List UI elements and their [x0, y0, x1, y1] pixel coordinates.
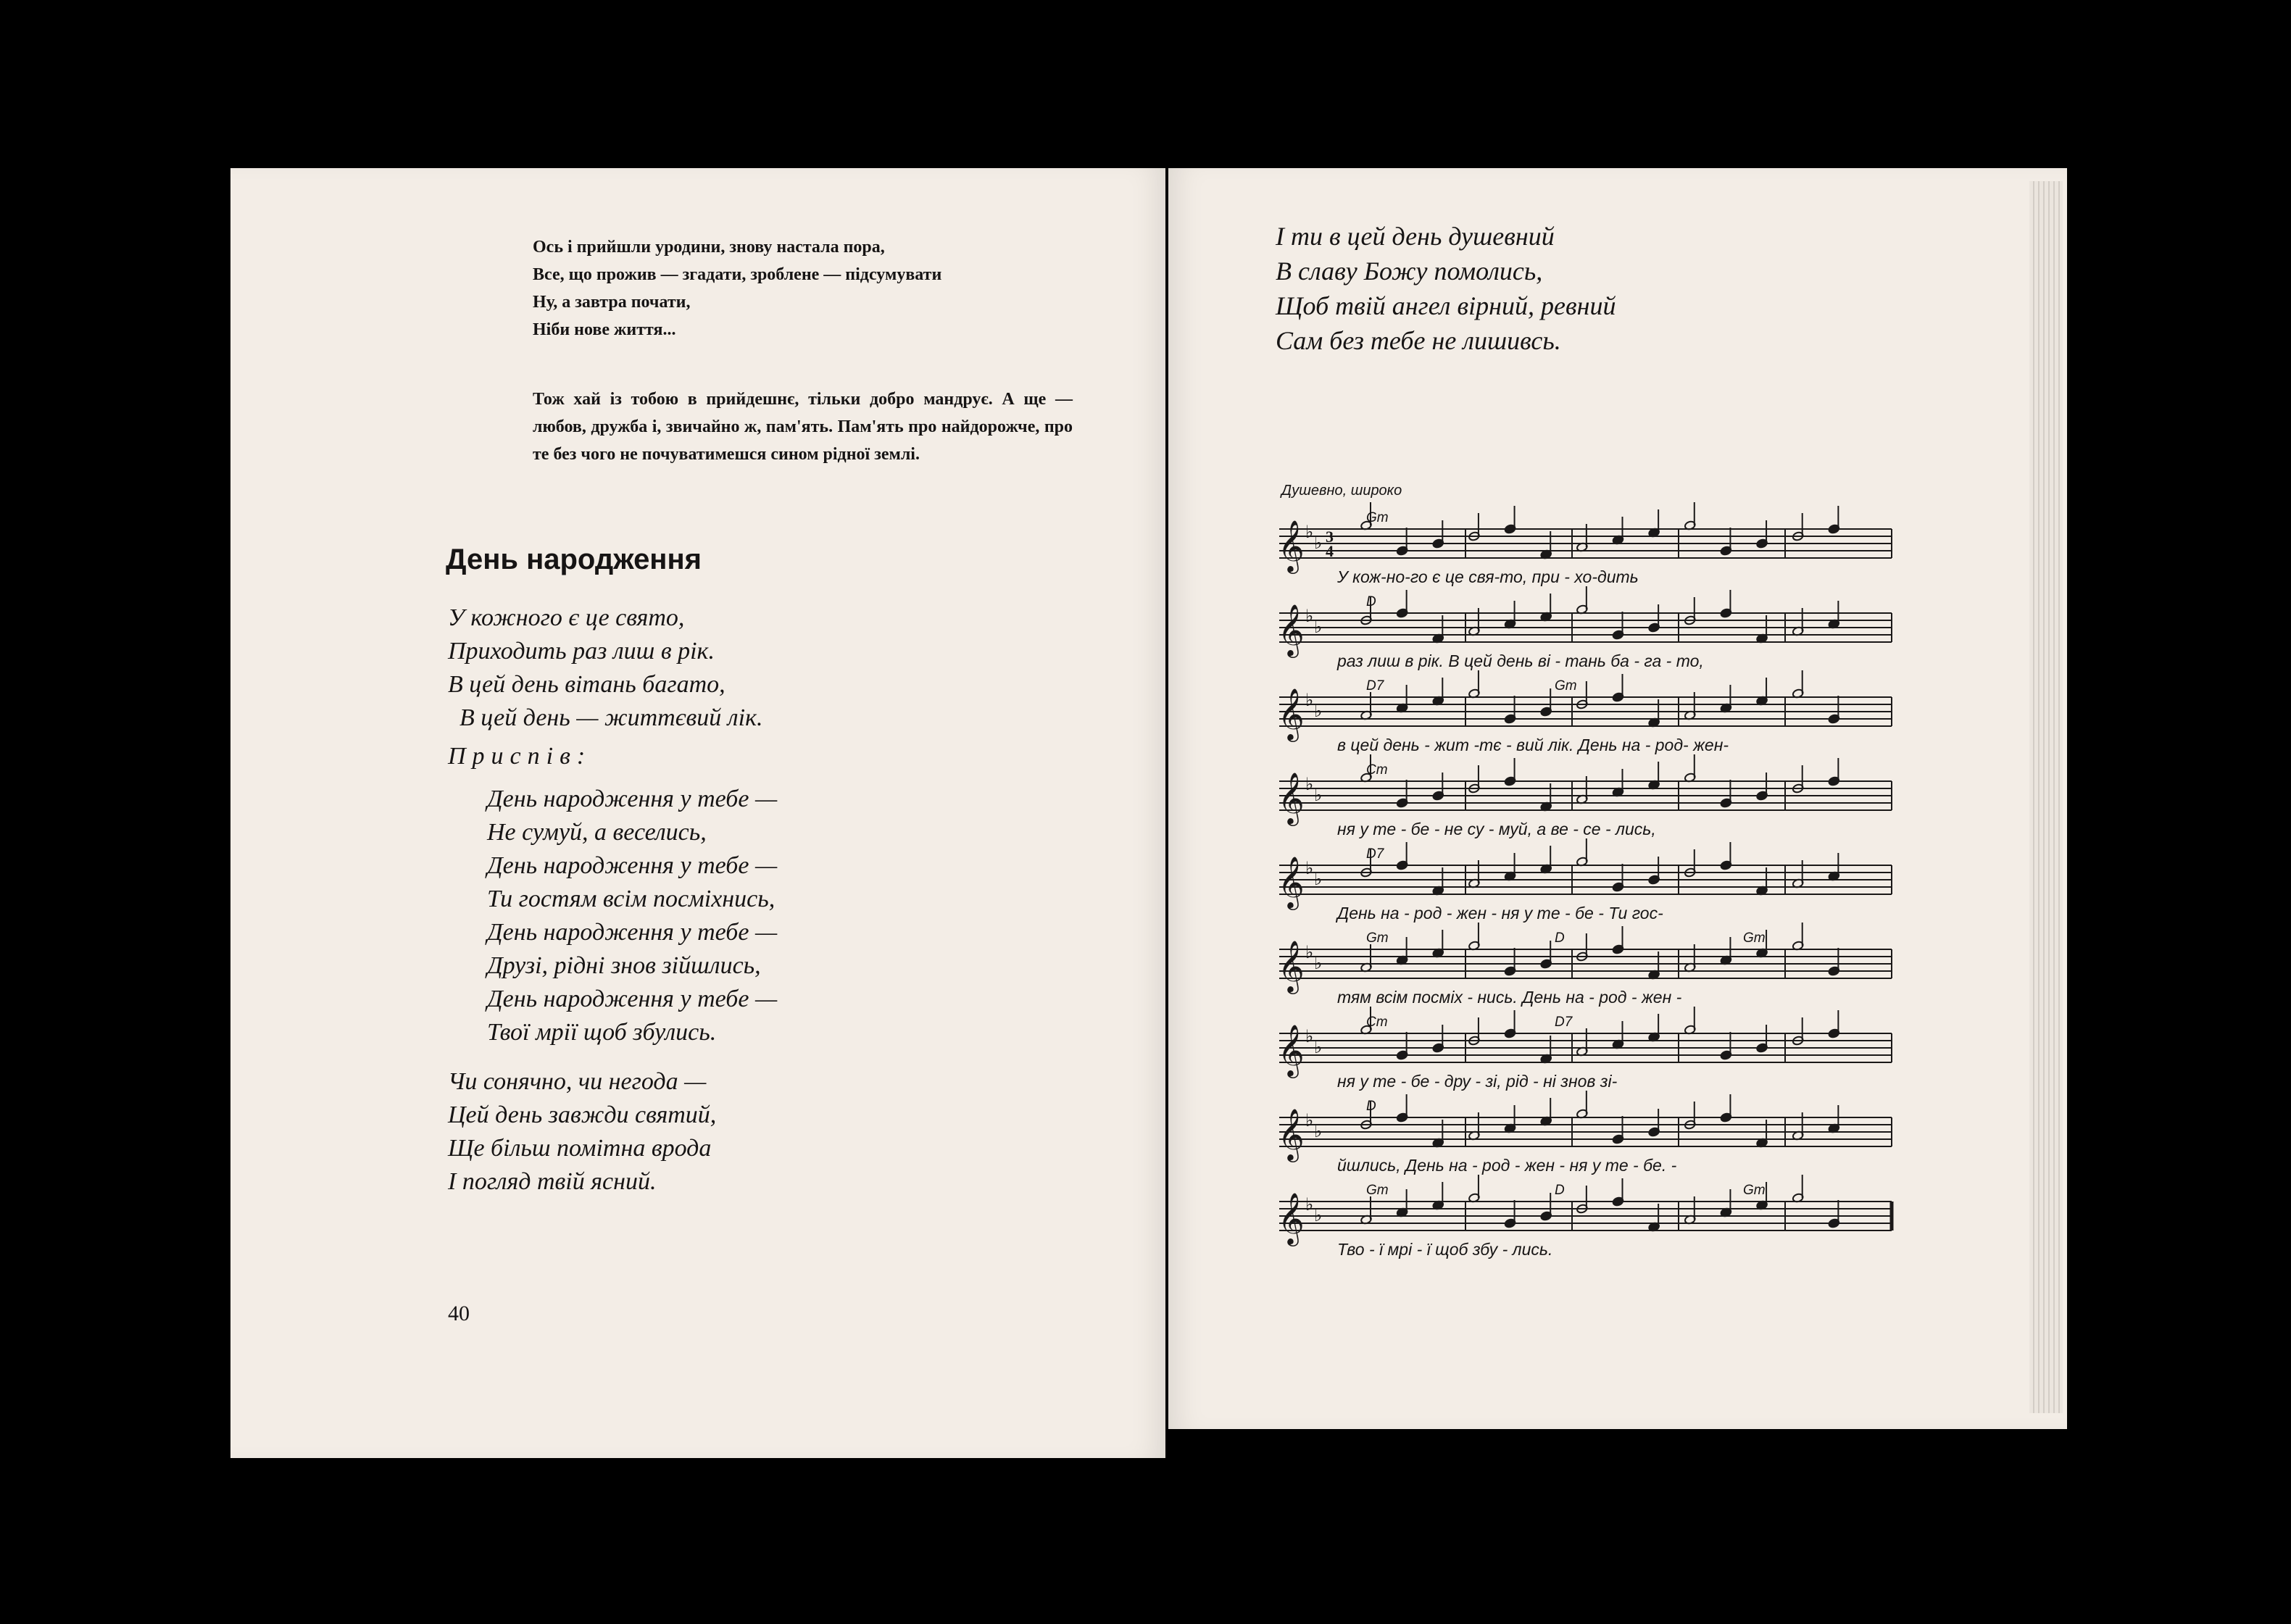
lyric-line: ня у те - бе - не су - муй, а ве - се - лись, — [1337, 820, 1656, 838]
lyric-line: У кож-но-го є це свя-то, при - хо-дить — [1337, 567, 1639, 586]
flat-sign: ♭ — [1314, 1205, 1323, 1225]
chorus-line: День народження у тебе — — [487, 919, 778, 946]
verse-line: У кожного є це свято, — [448, 604, 685, 631]
treble-clef: 𝄞 — [1278, 519, 1305, 572]
verse-line: Щоб твій ангел вірний, ревний — [1276, 291, 1616, 320]
flat-sign: ♭ — [1305, 522, 1314, 542]
song-title: День народження — [446, 544, 702, 575]
chord-symbol: Cm — [1366, 762, 1388, 778]
intro-text: Тож хай із тобою в прийдешнє, тільки добро мандрує. А ще — любов, дружба і, звичайно ж, пам'ять. Пам'ять про найдорожче, про те без чого не почуватимешся сином рідної землі. — [533, 390, 1073, 464]
flat-sign: ♭ — [1305, 606, 1314, 626]
treble-clef: 𝄞 — [1278, 1191, 1305, 1244]
verse-line: І ти в цей день душевний — [1276, 222, 1555, 251]
intro-line: Все, що прожив — згадати, зроблене — підсумувати — [533, 265, 942, 284]
chord-symbol: D7 — [1366, 678, 1384, 694]
chord-symbol: D — [1555, 1183, 1565, 1198]
sheet-music — [1268, 500, 1906, 1283]
intro-line: Ось і прийшли уродини, знову настала пора, — [533, 238, 885, 257]
intro-line: Ну, а завтра почати, — [533, 293, 691, 312]
verse-3 — [1276, 219, 1616, 358]
chorus-line: День народження у тебе — — [487, 852, 778, 879]
chord-symbol: D — [1366, 1099, 1376, 1114]
verse-2 — [448, 1065, 716, 1199]
intro-line: Ніби нове життя... — [533, 320, 676, 339]
treble-clef: 𝄞 — [1278, 687, 1305, 740]
flat-sign: ♭ — [1314, 785, 1323, 805]
verse-line: Ще більш помітна врода — [448, 1135, 712, 1162]
chord-symbol: Gm — [1366, 510, 1389, 525]
page-number: 40 — [448, 1302, 470, 1325]
flat-sign: ♭ — [1305, 942, 1314, 962]
flat-sign: ♭ — [1305, 774, 1314, 794]
flat-sign: ♭ — [1314, 1037, 1323, 1057]
chord-symbol: D — [1366, 594, 1376, 609]
intro-paragraph-1 — [533, 233, 941, 343]
flat-sign: ♭ — [1314, 701, 1323, 721]
chorus-label: Приспів: — [448, 743, 592, 770]
chorus-line: День народження у тебе — — [487, 986, 778, 1012]
lyric-line: День на - род - жен - ня у те - бе - Ти гос- — [1337, 904, 1663, 923]
flat-sign: ♭ — [1314, 617, 1323, 637]
chord-symbol: D — [1555, 930, 1565, 946]
chord-symbol: Gm — [1743, 1183, 1766, 1198]
treble-clef: 𝄞 — [1278, 1107, 1305, 1160]
verse-line: В славу Божу помолись, — [1276, 257, 1543, 286]
lyric-line: тям всім посміх - нись. День на - род - жен - — [1337, 988, 1682, 1007]
flat-sign: ♭ — [1305, 858, 1314, 878]
verse-line: Сам без тебе не лишивсь. — [1276, 326, 1561, 355]
chord-symbol: D7 — [1555, 1015, 1573, 1030]
chorus-line: Твої мрії щоб збулись. — [487, 1019, 717, 1046]
flat-sign: ♭ — [1305, 690, 1314, 710]
verse-line: Цей день завжди святий, — [448, 1102, 717, 1128]
verse-line: Приходить раз лиш в рік. — [448, 638, 715, 665]
chord-symbol: Gm — [1743, 930, 1766, 946]
time-signature-bottom: 4 — [1326, 542, 1334, 560]
chorus-line: Ти гостям всім посміхнись, — [487, 886, 776, 912]
flat-sign: ♭ — [1314, 869, 1323, 889]
time-signature-top: 3 — [1326, 528, 1334, 546]
chorus-line: День народження у тебе — — [487, 786, 778, 812]
treble-clef: 𝄞 — [1278, 1023, 1305, 1076]
flat-sign: ♭ — [1314, 533, 1323, 553]
verse-line: В цей день вітань багато, — [448, 671, 725, 698]
chord-symbol: D7 — [1366, 846, 1384, 862]
flat-sign: ♭ — [1305, 1194, 1314, 1215]
treble-clef: 𝄞 — [1278, 939, 1305, 992]
treble-clef: 𝄞 — [1278, 603, 1305, 656]
treble-clef: 𝄞 — [1278, 771, 1305, 824]
chorus — [487, 783, 777, 1049]
chord-symbol: Cm — [1366, 1015, 1388, 1030]
lyric-line: раз лиш в рік. В цей день ві - тань ба - га - то, — [1337, 651, 1704, 670]
treble-clef: 𝄞 — [1278, 855, 1305, 908]
right-page-edges — [2029, 181, 2063, 1413]
lyric-line: йшлись, День на - род - жен - ня у те - бе. - — [1337, 1156, 1677, 1175]
verse-line: Чи сонячно, чи негода — — [448, 1068, 707, 1095]
verse-line: І погляд твій ясний. — [448, 1168, 657, 1195]
lyric-line: ня у те - бе - дру - зі, рід - ні знов зі- — [1337, 1072, 1618, 1091]
flat-sign: ♭ — [1305, 1110, 1314, 1130]
lyric-line: в цей день - жит -тє - вий лік. День на - род- жен- — [1337, 736, 1729, 754]
chorus-line: Не сумуй, а веселись, — [487, 819, 707, 846]
lyric-line: Тво - ї мрі - ї щоб збу - лись. — [1337, 1240, 1553, 1259]
flat-sign: ♭ — [1305, 1026, 1314, 1046]
intro-paragraph-2 — [533, 386, 1073, 468]
tempo-marking: Душевно, широко — [1281, 483, 1402, 499]
flat-sign: ♭ — [1314, 1121, 1323, 1141]
chord-symbol: Gm — [1555, 678, 1577, 694]
verse-1 — [448, 601, 762, 735]
flat-sign: ♭ — [1314, 953, 1323, 973]
chord-symbol: Gm — [1366, 930, 1389, 946]
verse-line: В цей день — життєвий лік. — [460, 704, 763, 731]
chorus-line: Друзі, рідні знов зійшлись, — [487, 952, 761, 979]
chord-symbol: Gm — [1366, 1183, 1389, 1198]
